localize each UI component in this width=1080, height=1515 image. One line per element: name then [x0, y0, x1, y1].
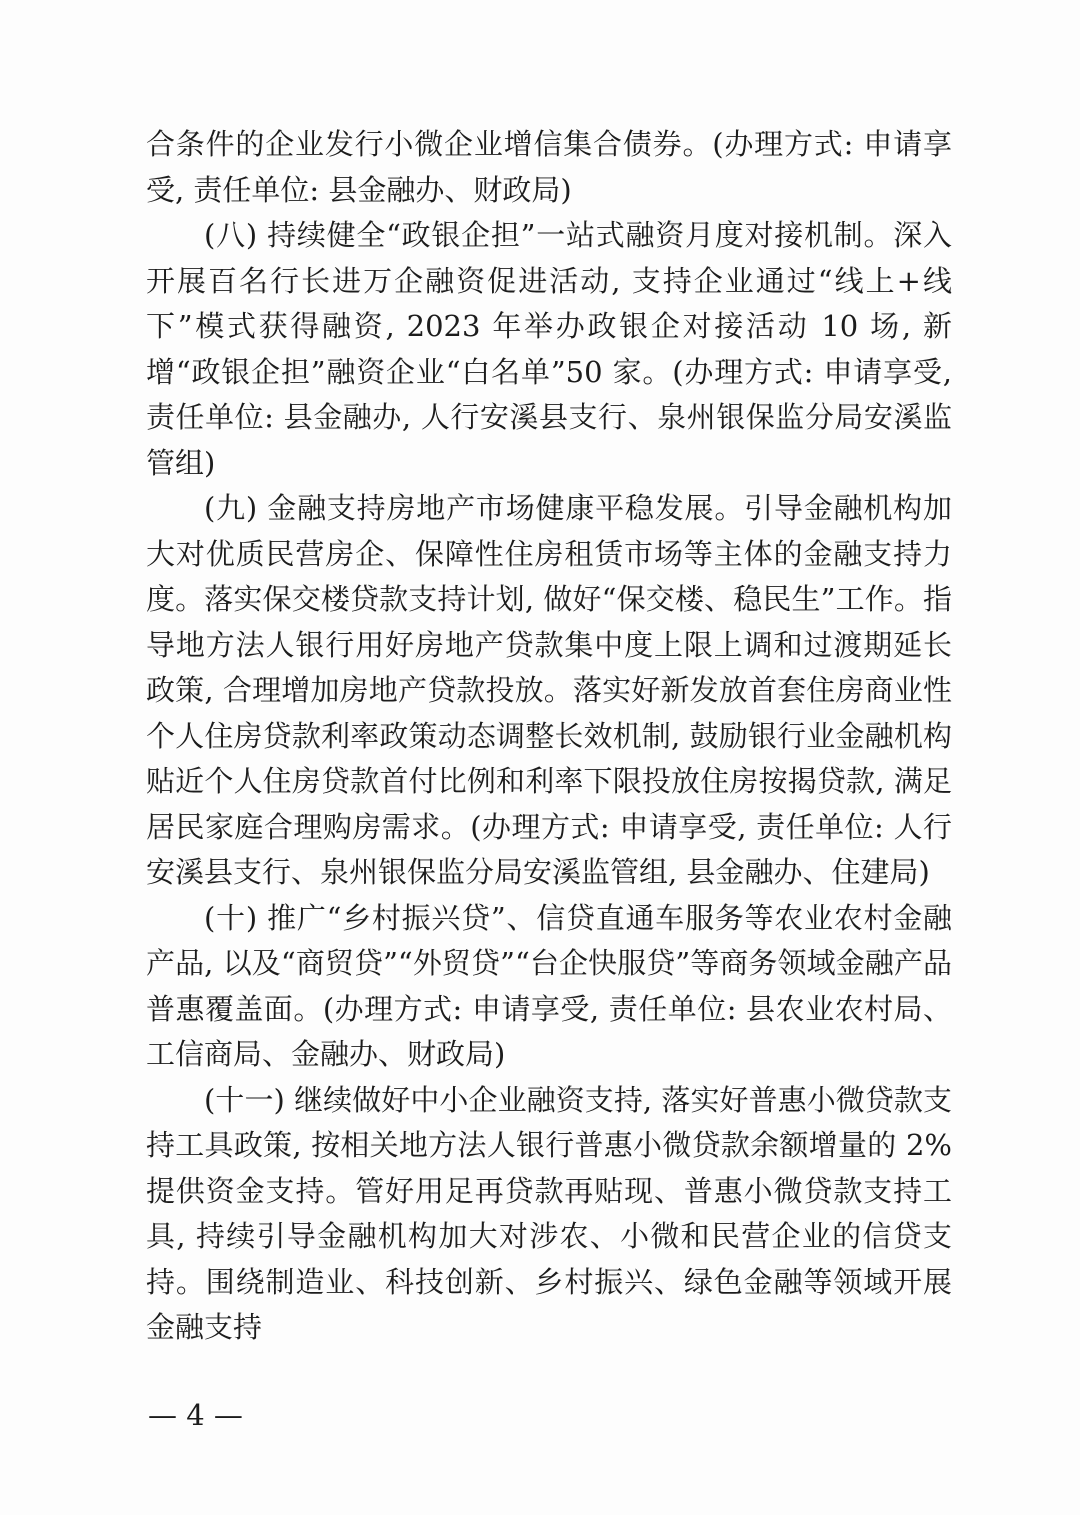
paragraph-item-10: (十) 推广“乡村振兴贷”、信贷直通车服务等农业农村金融产品, 以及“商贸贷”“外贸贷”“台企快服贷”等商务领域金融产品普惠覆盖面。(办理方式: 申请享受, 责任单位: 县农业农村局、工信商局、金融办、财政局)	[146, 900, 952, 1071]
paragraph-item-9: (九) 金融支持房地产市场健康平稳发展。引导金融机构加大对优质民营房企、保障性住房租赁市场等主体的金融支持力度。落实保交楼贷款支持计划, 做好“保交楼、稳民生”工作。指导地方法人银行用好房地产贷款集中度上限上调和过渡期延长政策, 合理增加房地产贷款投放。落实好新发放首套住房商业性个人住房贷款利率政策动态调整长效机制, 鼓励银行业金融机构贴近个人住房贷款首付比例和利率下限投放住房按揭贷款, 满足居民家庭合理购房需求。(办理方式: 申请享受, 责任单位: 人行安溪县支行、泉州银保监分局安溪监管组, 县金融办、住建局)	[146, 491, 952, 889]
page-number: — 4 —	[148, 1398, 243, 1432]
paragraph-continuation: 合条件的企业发行小微企业增信集合债券。(办理方式: 申请享受, 责任单位: 县金融办、财政局)	[146, 127, 952, 207]
document-body	[146, 122, 952, 1351]
paragraph-item-8: (八) 持续健全“政银企担”一站式融资月度对接机制。深入开展百名行长进万企融资促进活动, 支持企业通过“线上+线下”模式获得融资, 2023 年举办政银企对接活动 10 场, 新增“政银企担”融资企业“白名单”50 家。(办理方式: 申请享受, 责任单位: 县金融办, 人行安溪县支行、泉州银保监分局安溪监管组)	[146, 218, 952, 480]
paragraph-item-11: (十一) 继续做好中小企业融资支持, 落实好普惠小微贷款支持工具政策, 按相关地方法人银行普惠小微贷款余额增量的 2% 提供资金支持。管好用足再贷款再贴现、普惠小微贷款支持工具, 持续引导金融机构加大对涉农、小微和民营企业的信贷支持。围绕制造业、科技创新、乡村振兴、绿色金融等领域开展金融支持	[146, 1082, 952, 1344]
